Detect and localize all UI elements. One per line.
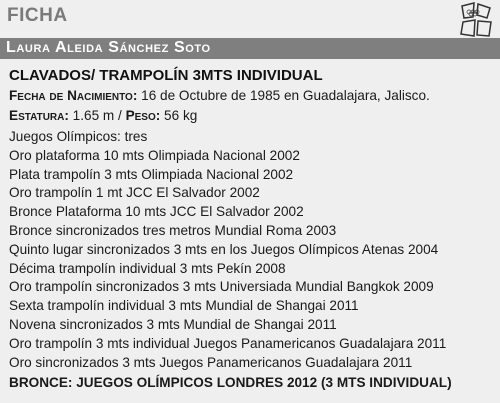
list-item: Oro plataforma 10 mts Olimpiada Nacional 2002 — [9, 147, 300, 163]
birth-line — [9, 88, 430, 103]
list-item: Oro trampolín 1 mt JCC El Salvador 2002 — [9, 185, 260, 201]
weight-value: 56 kg — [160, 108, 198, 123]
list-item: Juegos Olímpicos: tres — [9, 129, 148, 144]
list-item: Oro trampolín sincronizados 3 mts Universiada Mundial Bangkok 2009 — [9, 279, 434, 295]
list-item: Bronce Plataforma 10 mts JCC El Salvador 2002 — [9, 204, 304, 220]
list-item: Sexta trampolín individual 3 mts Mundial de Shangai 2011 — [9, 298, 359, 314]
london-2012-logo-icon — [456, 0, 496, 40]
height-label: Estatura: — [9, 108, 69, 123]
athlete-name: Laura Aleida Sánchez Soto — [6, 39, 211, 56]
list-item: Novena sincronizados 3 mts Mundial de Shangai 2011 — [9, 316, 337, 332]
event-title: CLAVADOS/ TRAMPOLÍN 3MTS INDIVIDUAL — [9, 67, 323, 84]
list-item: Décima trampolín individual 3 mts Pekín 2008 — [9, 260, 286, 276]
achievements-list — [9, 128, 446, 372]
list-item: Bronce sincronizados tres metros Mundial Roma 2003 — [9, 222, 337, 238]
list-item: Oro trampolín 3 mts individual Juegos Panamericanos Guadalajara 2011 — [9, 335, 447, 351]
list-item: Oro sincronizados 3 mts Juegos Panamericanos Guadalajara 2011 — [9, 354, 413, 370]
birth-value: 16 de Octubre de 1985 en Guadalajara, Jalisco. — [137, 88, 430, 103]
birth-label: Fecha de Nacimiento: — [9, 88, 138, 103]
final-highlight: BRONCE: JUEGOS OLÍMPICOS LONDRES 2012 (3 MTS INDIVIDUAL) — [9, 375, 452, 390]
header-title: FICHA — [7, 5, 68, 26]
athlete-name-bar — [0, 38, 500, 59]
list-item: Quinto lugar sincronizados 3 mts en los Juegos Olímpicos Atenas 2004 — [9, 241, 439, 257]
weight-label: Peso: — [125, 108, 161, 123]
list-item: Plata trampolín 3 mts Olimpiada Nacional 2002 — [9, 166, 294, 182]
height-value: 1.65 m / — [68, 108, 126, 123]
stats-line — [9, 108, 197, 123]
